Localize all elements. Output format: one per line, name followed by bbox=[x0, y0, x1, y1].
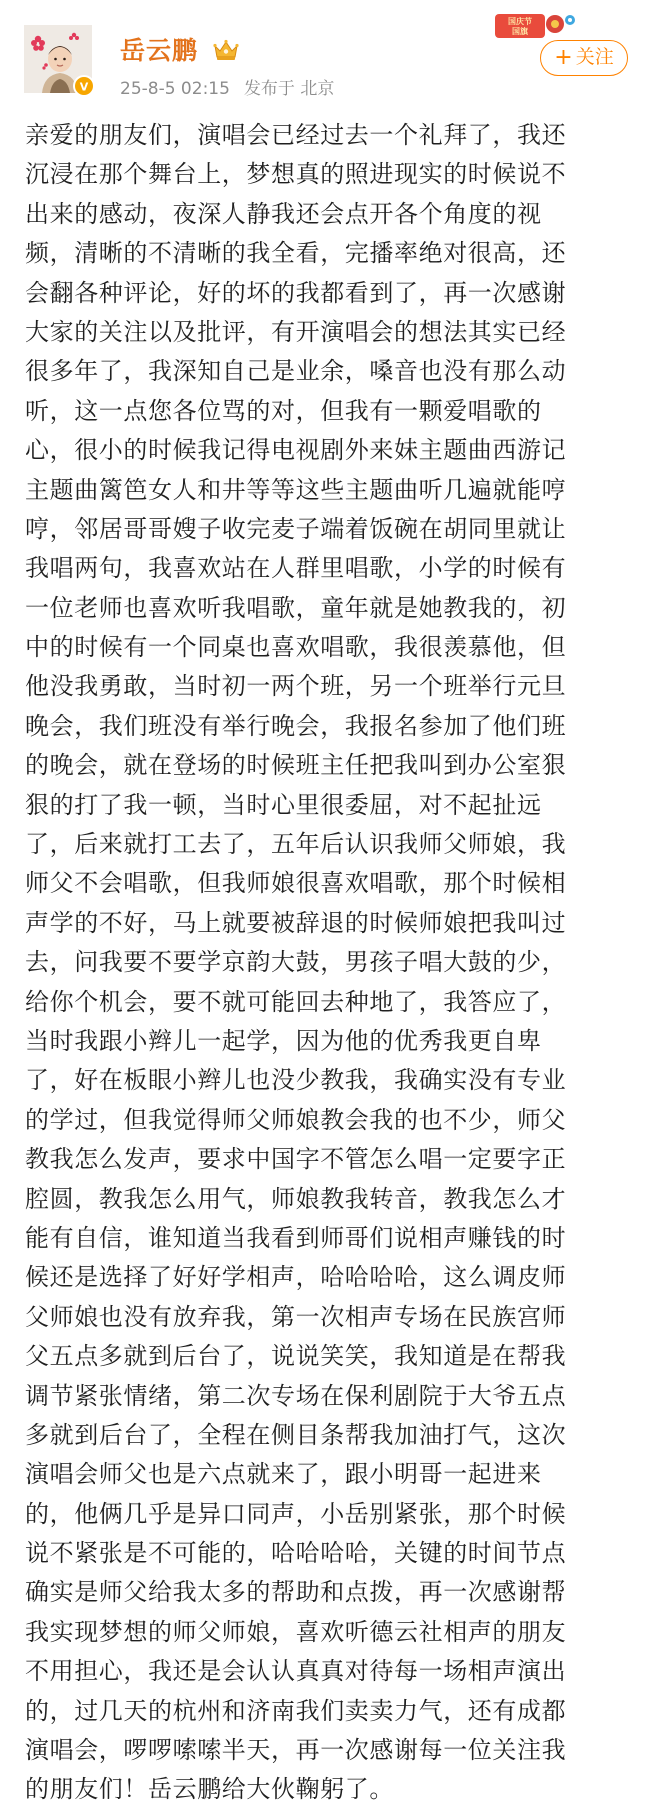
post-line: 的，他俩几乎是异口同声，小岳别紧张，那个时候 bbox=[25, 1499, 567, 1528]
post-line: 狠的打了我一顿，当时心里很委屈，对不起扯远 bbox=[25, 790, 542, 819]
verified-badge-icon bbox=[73, 75, 95, 97]
post-line: 确实是师父给我太多的帮助和点拨，再一次感谢帮 bbox=[25, 1578, 567, 1607]
post-line: 的晚会，就在登场的时候班主任把我叫到办公室狠 bbox=[25, 751, 567, 780]
post-line: 亲爱的朋友们，演唱会已经过去一个礼拜了，我还 bbox=[25, 121, 567, 149]
post-line: 大家的关注以及批评，有开演唱会的想法其实已经 bbox=[25, 317, 567, 346]
post-line: 很多年了，我深知自己是业余，嗓音也没有那么动 bbox=[25, 357, 567, 386]
post-line: 教我怎么发声，要求中国字不管怎么唱一定要字正 bbox=[25, 1145, 567, 1174]
crown-vip-icon[interactable] bbox=[212, 38, 240, 62]
plus-icon: + bbox=[554, 45, 573, 70]
post-line: 出来的感动，夜深人静我还会点开各个角度的视 bbox=[25, 199, 542, 228]
post-line: 演唱会，啰啰嗦嗦半天，再一次感谢每一位关注我 bbox=[25, 1736, 567, 1765]
post-meta bbox=[120, 78, 334, 100]
event-badge-icon[interactable] bbox=[495, 10, 577, 42]
post-line: 主题曲篱笆女人和井等等这些主题曲听几遍就能哼 bbox=[25, 475, 567, 504]
post-line: 哼，邻居哥哥嫂子收完麦子端着饭碗在胡同里就让 bbox=[25, 514, 567, 543]
post-location: 发布于 北京 bbox=[243, 79, 335, 99]
post-line: 一位老师也喜欢听我唱歌，童年就是她教我的，初 bbox=[25, 593, 567, 622]
svg-text:V: V bbox=[79, 80, 89, 94]
post-line: 师父不会唱歌，但我师娘很喜欢唱歌，那个时候相 bbox=[25, 869, 567, 898]
post-line: 能有自信，谁知道当我看到师哥们说相声赚钱的时 bbox=[25, 1223, 567, 1252]
post-line: 会翻各种评论，好的坏的我都看到了，再一次感谢 bbox=[25, 278, 567, 307]
post-line: 了，好在板眼小辫儿也没少教我，我确实没有专业 bbox=[25, 1066, 567, 1095]
post-line: 腔圆，教我怎么用气，师娘教我转音，教我怎么才 bbox=[25, 1184, 567, 1213]
post-line: 声学的不好，马上就要被辞退的时候师娘把我叫过 bbox=[25, 908, 567, 937]
follow-label: 关注 bbox=[575, 46, 614, 68]
post-line: 听，这一点您各位骂的对，但我有一颗爱唱歌的 bbox=[25, 396, 542, 425]
event-badge-line2: 国旗 bbox=[512, 27, 528, 36]
follow-button[interactable] bbox=[540, 40, 628, 76]
post-line: 心，很小的时候我记得电视剧外来妹主题曲西游记 bbox=[25, 436, 567, 465]
post-line: 频，清晰的不清晰的我全看，完播率绝对很高，还 bbox=[25, 239, 567, 268]
post-line: 不用担心，我还是会认认真真对待每一场相声演出 bbox=[25, 1657, 567, 1686]
post-line: 的，过几天的杭州和济南我们卖卖力气，还有成都 bbox=[25, 1696, 567, 1725]
post-line: 给你个机会，要不就可能回去种地了，我答应了， bbox=[25, 987, 567, 1016]
post-body bbox=[25, 116, 630, 1810]
post-line: 他没我勇敢，当时初一两个班，另一个班举行元旦 bbox=[25, 672, 567, 701]
post-line: 父师娘也没有放弃我，第一次相声专场在民族宫师 bbox=[25, 1302, 567, 1331]
post-line: 的学过，但我觉得师父师娘教会我的也不少，师父 bbox=[25, 1105, 567, 1134]
post-line: 沉浸在那个舞台上，梦想真的照进现实的时候说不 bbox=[25, 160, 567, 189]
post-line: 晚会，我们班没有举行晚会，我报名参加了他们班 bbox=[25, 711, 567, 740]
event-badge-line1: 国庆节 bbox=[508, 17, 532, 26]
post-line: 去，问我要不要学京韵大鼓，男孩子唱大鼓的少， bbox=[25, 948, 567, 977]
post-line: 我唱两句，我喜欢站在人群里唱歌，小学的时候有 bbox=[25, 554, 567, 583]
post-line: 说不紧张是不可能的，哈哈哈哈，关键的时间节点 bbox=[25, 1539, 567, 1568]
post-line: 候还是选择了好好学相声，哈哈哈哈，这么调皮师 bbox=[25, 1263, 567, 1292]
post-line: 父五点多就到后台了，说说笑笑，我知道是在帮我 bbox=[25, 1342, 567, 1371]
post-line: 中的时候有一个同桌也喜欢唱歌，我很羡慕他，但 bbox=[25, 633, 567, 662]
post-timestamp: 25-8-5 02:15 bbox=[120, 79, 230, 99]
post-line: 我实现梦想的师父师娘，喜欢听德云社相声的朋友 bbox=[25, 1617, 567, 1646]
post-line: 调节紧张情绪，第二次专场在保利剧院于大爷五点 bbox=[25, 1381, 567, 1410]
post-line: 多就到后台了，全程在侧目条帮我加油打气，这次 bbox=[25, 1420, 567, 1449]
post-line: 了，后来就打工去了，五年后认识我师父师娘，我 bbox=[25, 830, 567, 859]
user-name[interactable]: 岳云鹏 bbox=[120, 36, 199, 65]
post-line: 当时我跟小辫儿一起学，因为他的优秀我更自卑 bbox=[25, 1026, 542, 1055]
post-line: 演唱会师父也是六点就来了，跟小明哥一起进来 bbox=[25, 1460, 542, 1489]
post-header bbox=[0, 0, 650, 108]
post-line: 的朋友们！岳云鹏给大伙鞠躬了。 bbox=[25, 1775, 394, 1804]
